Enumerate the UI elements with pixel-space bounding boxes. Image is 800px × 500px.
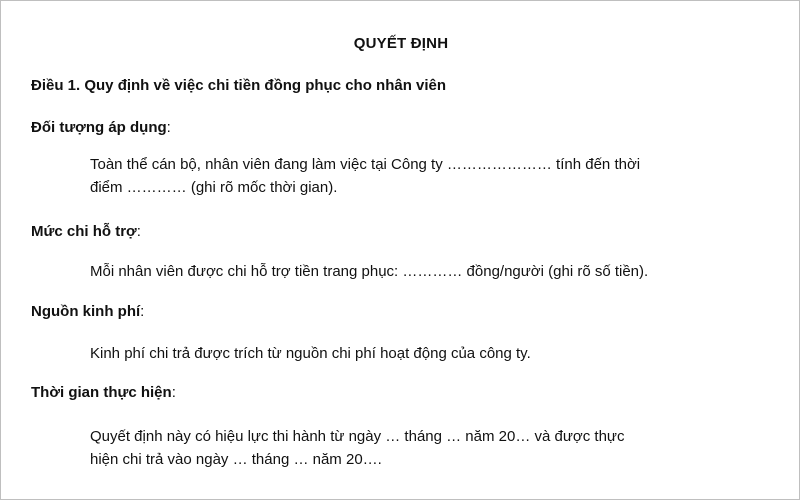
- heading-colon: :: [171, 384, 176, 401]
- body-line: Quyết định này có hiệu lực thi hành từ ngày … tháng … năm 20… và được thực: [90, 428, 625, 445]
- section-body-muc-chi: [90, 260, 770, 283]
- section-heading-text: Thời gian thực hiện: [31, 384, 172, 401]
- body-line: hiện chi trả vào ngày … tháng … năm 20….: [90, 451, 382, 468]
- document-title: QUYẾT ĐỊNH: [353, 35, 449, 52]
- section-heading-doi-tuong: [31, 119, 171, 136]
- section-heading-text: Nguồn kinh phí: [31, 303, 141, 320]
- body-line: Mỗi nhân viên được chi hỗ trợ tiền trang phục: ………… đồng/người (ghi rõ số tiền).: [90, 263, 649, 280]
- body-line: Kinh phí chi trả được trích từ nguồn chi phí hoạt động của công ty.: [90, 345, 531, 362]
- section-heading-muc-chi: [31, 223, 141, 240]
- heading-colon: :: [166, 119, 171, 136]
- section-heading-thoi-gian: [31, 384, 176, 401]
- section-body-doi-tuong: [90, 153, 770, 199]
- body-line: điểm ………… (ghi rõ mốc thời gian).: [90, 179, 338, 196]
- section-heading-text: Mức chi hỗ trợ: [31, 223, 137, 240]
- heading-colon: :: [140, 303, 145, 320]
- article-heading-text: Điều 1. Quy định về việc chi tiền đồng phục cho nhân viên: [31, 77, 447, 94]
- article-heading: [31, 77, 446, 94]
- section-heading-text: Đối tượng áp dụng: [31, 119, 167, 136]
- section-heading-nguon-kinh-phi: [31, 303, 144, 320]
- section-body-thoi-gian: [90, 425, 770, 471]
- section-body-nguon-kinh-phi: [90, 342, 770, 365]
- body-line: Toàn thể cán bộ, nhân viên đang làm việc tại Công ty ………………… tính đến thời: [90, 156, 641, 173]
- heading-colon: :: [136, 223, 141, 240]
